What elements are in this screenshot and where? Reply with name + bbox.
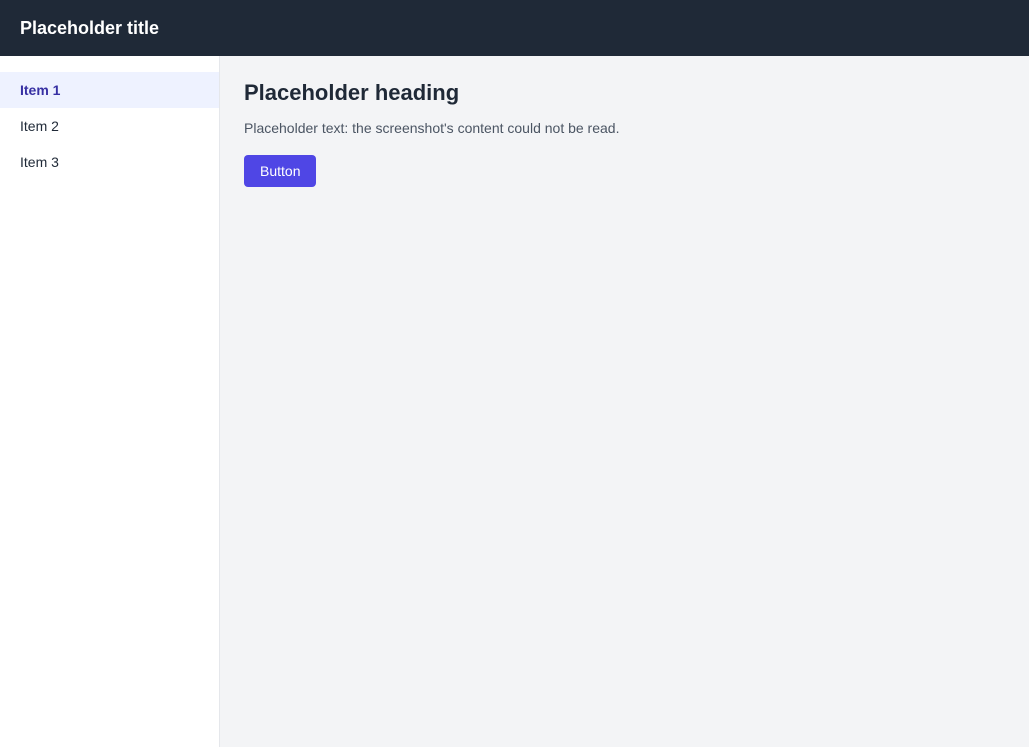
app-body (0, 56, 1029, 747)
primary-button[interactable]: Button (244, 155, 316, 187)
main-content (220, 56, 1029, 747)
sidebar (0, 56, 220, 747)
top-bar (0, 0, 1029, 56)
app-title: Placeholder title (20, 17, 160, 38)
sidebar-item-1[interactable]: Item 1 (0, 72, 219, 108)
body-text: Placeholder text: the screenshot's content could not be read. (244, 120, 620, 136)
sidebar-item-3[interactable]: Item 3 (20, 154, 59, 170)
sidebar-item-2[interactable]: Item 2 (20, 118, 59, 134)
page-title: Placeholder heading (244, 80, 460, 105)
